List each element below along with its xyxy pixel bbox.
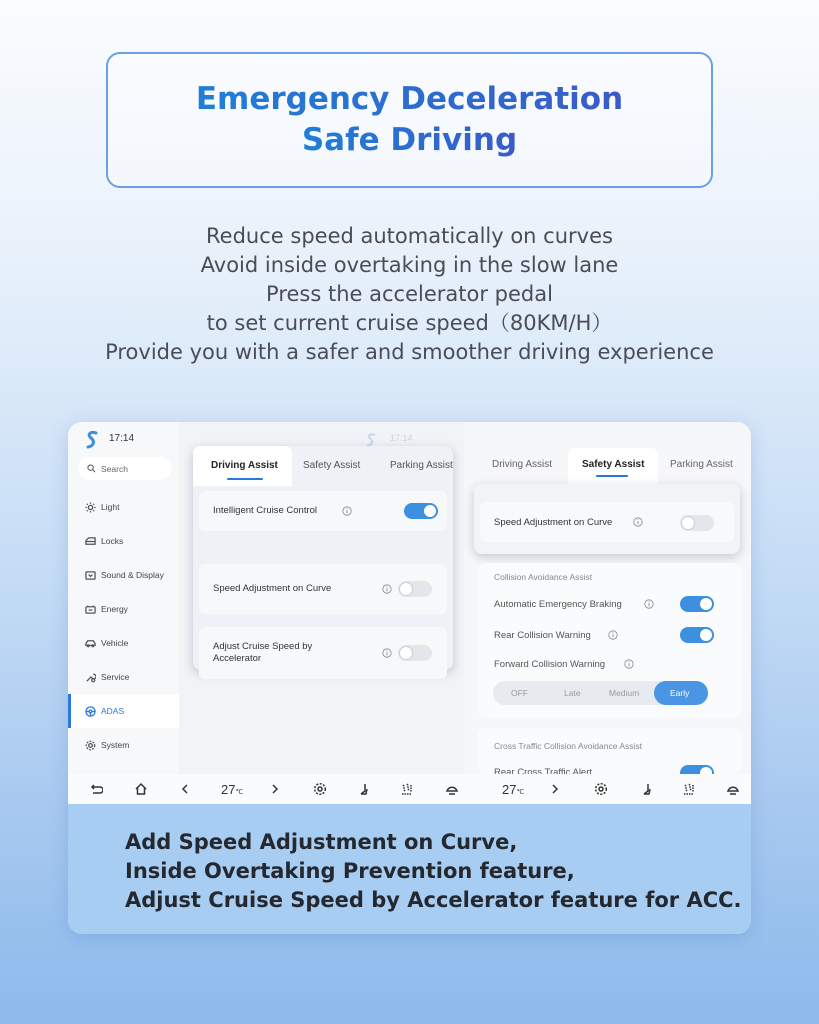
search-icon: [87, 464, 96, 473]
speed-adjustment-curve-toggle[interactable]: [680, 515, 714, 531]
caption-line: Inside Overtaking Prevention feature,: [125, 859, 575, 883]
setting-label: Adjust Cruise Speed by Accelerator: [213, 641, 313, 664]
setting-label: Rear Collision Warning: [494, 630, 591, 641]
tab-driving-assist[interactable]: Driving Assist: [211, 460, 278, 471]
description-line: Provide you with a safer and smoother driving experience: [105, 340, 714, 364]
section-title: Collision Avoidance Assist: [494, 572, 593, 582]
sun-icon: [85, 502, 96, 513]
back-icon[interactable]: [89, 782, 103, 796]
speed-adjustment-highlight-card: [474, 484, 740, 554]
screenshot-panel: [68, 422, 751, 934]
sidebar-item-label: Sound & Display: [101, 570, 164, 580]
temperature-left: 27℃: [221, 782, 244, 797]
setting-label: Rear Cross Traffic Alert: [494, 767, 593, 774]
left-pane: [68, 422, 464, 774]
setting-label: Speed Adjustment on Curve: [494, 517, 613, 528]
driving-assist-card: [193, 446, 453, 670]
sidebar-item-label: Light: [101, 502, 120, 512]
ghost-logo-icon: [365, 430, 377, 450]
fan-icon[interactable]: [594, 782, 608, 796]
temperature-right: 27℃: [502, 782, 525, 797]
caption-line: Add Speed Adjustment on Curve,: [125, 830, 518, 854]
setting-label: Forward Collision Warning: [494, 659, 606, 670]
headline-line-2: Safe Driving: [302, 120, 517, 161]
description: [0, 222, 819, 367]
cross-traffic-card: [478, 728, 742, 774]
front-defrost-icon[interactable]: [726, 782, 740, 796]
sidebar: [68, 422, 179, 774]
option-off[interactable]: OFF: [511, 688, 528, 698]
info-icon[interactable]: [644, 599, 654, 609]
tab-parking-assist[interactable]: Parking Assist: [670, 459, 733, 470]
info-icon[interactable]: [382, 648, 392, 658]
option-early[interactable]: Early: [670, 688, 690, 698]
rear-collision-warning-toggle[interactable]: [680, 627, 714, 643]
wrench-icon: [85, 672, 96, 683]
car-icon: [85, 638, 96, 649]
app-logo-icon: [84, 430, 100, 450]
rear-cross-traffic-alert-toggle[interactable]: [680, 765, 714, 774]
fan-icon[interactable]: [313, 782, 327, 796]
description-line: Press the accelerator pedal: [266, 282, 553, 306]
caption: [125, 828, 742, 915]
tab-safety-assist[interactable]: Safety Assist: [303, 460, 361, 471]
info-icon[interactable]: [382, 584, 392, 594]
info-icon[interactable]: [624, 659, 634, 669]
option-late[interactable]: Late: [564, 688, 581, 698]
bottom-control-bar: [68, 774, 751, 804]
search-input[interactable]: [78, 457, 171, 480]
sidebar-item-adas[interactable]: [68, 694, 179, 728]
battery-icon: [85, 604, 96, 615]
seat-heat-icon[interactable]: [357, 782, 371, 796]
description-line: Avoid inside overtaking in the slow lane: [200, 253, 619, 277]
seat-ventilation-icon[interactable]: [682, 782, 696, 796]
tab-safety-assist[interactable]: Safety Assist: [582, 459, 645, 470]
steering-wheel-icon: [85, 706, 96, 717]
tab-driving-assist[interactable]: Driving Assist: [492, 459, 553, 470]
setting-row-speed-adjustment-curve: [199, 564, 447, 614]
seat-heat-icon[interactable]: [640, 782, 654, 796]
front-defrost-icon[interactable]: [445, 782, 459, 796]
active-tab-indicator: [596, 475, 628, 477]
forward-collision-warning-selector: [493, 681, 708, 705]
home-icon[interactable]: [134, 782, 148, 796]
adjust-cruise-speed-accelerator-toggle[interactable]: [398, 645, 432, 661]
status-time: 17:14: [109, 433, 135, 444]
section-title: Cross Traffic Collision Avoidance Assist: [494, 741, 643, 751]
gear-icon: [85, 740, 96, 751]
option-medium[interactable]: Medium: [609, 688, 640, 698]
sidebar-item-service[interactable]: [68, 660, 179, 694]
sidebar-item-vehicle[interactable]: [68, 626, 179, 660]
sidebar-item-light[interactable]: [68, 490, 179, 524]
ghost-time: 17:14: [390, 433, 413, 443]
sidebar-item-sound-display[interactable]: [68, 558, 179, 592]
description-line: to set current cruise speed（80KM/H）: [206, 311, 613, 335]
sidebar-item-label: Service: [101, 672, 130, 682]
info-icon[interactable]: [633, 517, 643, 527]
sidebar-item-locks[interactable]: [68, 524, 179, 558]
display-icon: [85, 570, 96, 581]
right-pane: [464, 422, 751, 774]
sidebar-item-energy[interactable]: [68, 592, 179, 626]
car-door-icon: [85, 536, 96, 547]
sidebar-item-label: Locks: [101, 536, 124, 546]
seat-ventilation-icon[interactable]: [400, 782, 414, 796]
caption-area: [68, 804, 751, 934]
tab-parking-assist[interactable]: Parking Assist: [390, 460, 453, 471]
sidebar-item-label: ADAS: [101, 706, 125, 716]
search-placeholder: Search: [101, 463, 128, 474]
setting-row-intelligent-cruise-control: [199, 491, 447, 531]
temp-increase-icon[interactable]: [548, 782, 562, 796]
car-settings-screen: [68, 422, 751, 804]
speed-adjustment-curve-toggle[interactable]: [398, 581, 432, 597]
sidebar-item-label: System: [101, 740, 130, 750]
caption-line: Adjust Cruise Speed by Accelerator feature for ACC.: [125, 888, 742, 912]
temp-decrease-icon[interactable]: [178, 782, 192, 796]
setting-label: Automatic Emergency Braking: [494, 599, 622, 610]
headline-line-1: Emergency Deceleration: [196, 79, 623, 120]
description-line: Reduce speed automatically on curves: [206, 224, 613, 248]
automatic-emergency-braking-toggle[interactable]: [680, 596, 714, 612]
sidebar-item-system[interactable]: [68, 728, 179, 762]
setting-label: Intelligent Cruise Control: [213, 505, 318, 516]
setting-label: Speed Adjustment on Curve: [213, 583, 332, 594]
temp-increase-icon[interactable]: [268, 782, 282, 796]
info-icon[interactable]: [342, 506, 352, 516]
sidebar-item-label: Energy: [101, 604, 128, 614]
headline-box: [106, 52, 713, 188]
sidebar-item-label: Vehicle: [101, 638, 129, 648]
setting-row-adjust-cruise-speed-accelerator: [199, 627, 447, 679]
active-tab-indicator: [227, 478, 263, 480]
info-icon[interactable]: [608, 630, 618, 640]
intelligent-cruise-control-toggle[interactable]: [404, 503, 438, 519]
